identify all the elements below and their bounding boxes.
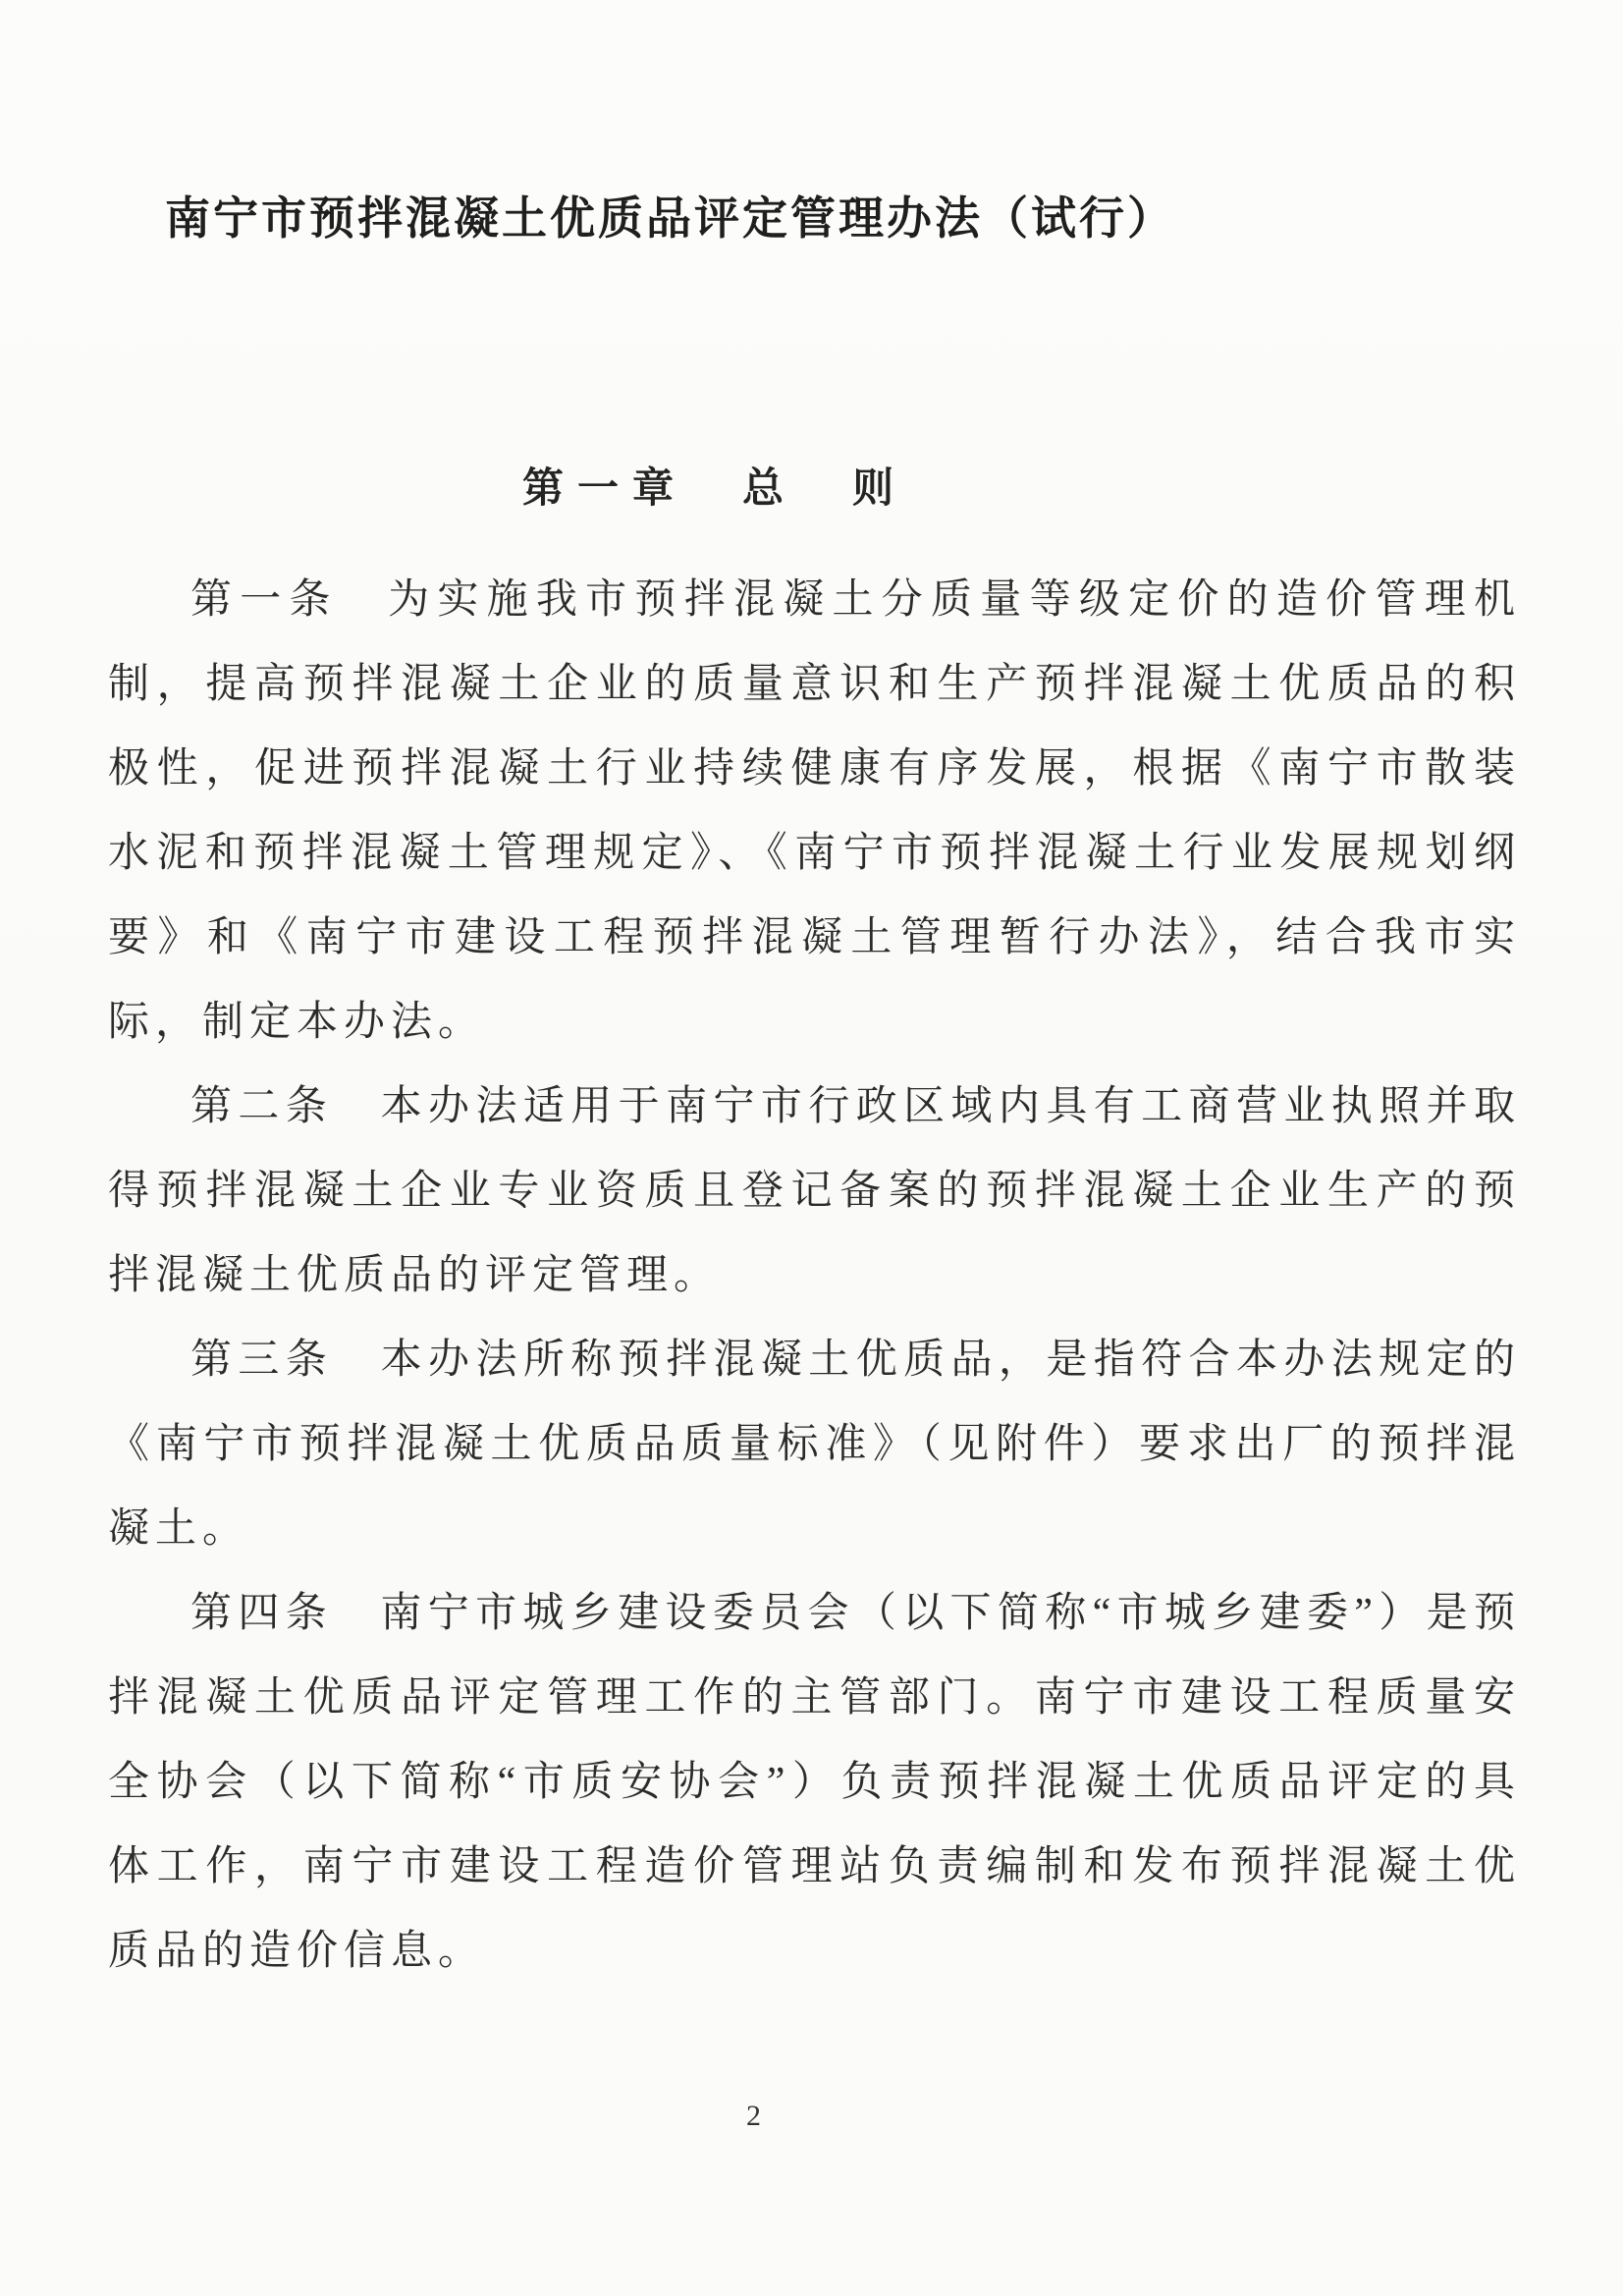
paragraph-article-2: 第二条 本办法适用于南宁市行政区域内具有工商营业执照并取得预拌混凝土企业专业资质且登记备案的预拌混凝土企业生产的预拌混凝土优质品的评定管理。 (108, 1084, 1521, 1298)
document-body (108, 558, 1521, 1994)
paragraph-article-1: 第一条 为实施我市预拌混凝土分质量等级定价的造价管理机制，提高预拌混凝土企业的质量意识和生产预拌混凝土优质品的积极性，促进预拌混凝土行业持续健康有序发展，根据《南宁市散装水泥和预拌混凝土管理规定》、《南宁市预拌混凝土行业发展规划纲要》和《南宁市建设工程预拌混凝土管理暂行办法》，结合我市实际，制定本办法。 (108, 577, 1521, 1045)
page-number: 2 (746, 2100, 761, 2132)
paragraph-article-3: 第三条 本办法所称预拌混凝土优质品，是指符合本办法规定的《南宁市预拌混凝土优质品质量标准》（见附件）要求出厂的预拌混凝土。 (108, 1338, 1521, 1552)
document-title: 南宁市预拌混凝土优质品评定管理办法（试行） (165, 193, 1175, 244)
chapter-heading: 第一章 总 则 (522, 466, 908, 512)
paragraph-article-4: 第四条 南宁市城乡建设委员会（以下简称“市城乡建委”）是预拌混凝土优质品评定管理工作的主管部门。南宁市建设工程质量安全协会（以下简称“市质安协会”）负责预拌混凝土优质品评定的具体工作，南宁市建设工程造价管理站负责编制和发布预拌混凝土优质品的造价信息。 (108, 1591, 1521, 1974)
